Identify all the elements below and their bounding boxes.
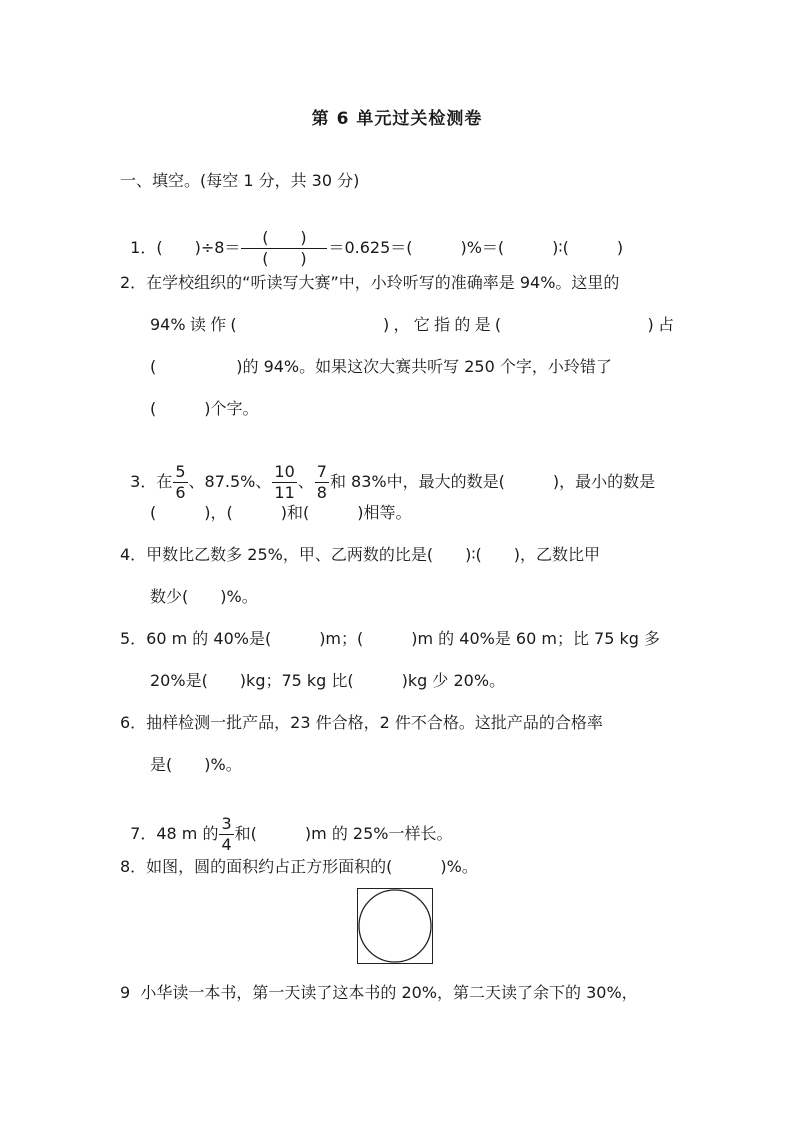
inscribed-circle [359, 890, 431, 962]
inscribed-circle-svg [358, 889, 432, 963]
q1-end: ＝0.625＝( )%＝( )∶( ) [328, 238, 624, 257]
q1-fraction-denominator: ( ) [262, 249, 307, 268]
question-2-line-2: 94%读作( )，它指的是( )占 [150, 315, 674, 334]
fraction-denominator: 8 [316, 483, 327, 502]
section-heading: 一、填空。(每空 1 分，共 30 分) [120, 171, 360, 190]
q3-suffix: 和 83%中，最大的数是( )，最小的数是 [329, 472, 656, 491]
q1-start: 1．( )÷8＝ [130, 238, 241, 257]
page-title: 第 6 单元过关检测卷 [311, 109, 483, 129]
q1-fraction-numerator: ( ) [262, 228, 307, 247]
fraction-denominator: 4 [221, 835, 232, 854]
question-4-line-2: 数少( )%。 [150, 587, 258, 606]
q7-suffix: 和( )m 的 25%一样长。 [234, 824, 453, 843]
fraction-denominator: 6 [175, 483, 186, 502]
question-3-line-2: ( )，( )和( )相等。 [150, 503, 412, 522]
q7-fraction [219, 814, 233, 855]
q3-fraction-2 [272, 462, 296, 503]
question-6-line-2: 是( )%。 [150, 755, 242, 774]
q3-sep-2: 、 [297, 472, 314, 491]
question-3-line-1 [120, 440, 655, 503]
q3-sep-1: 、87.5%、 [188, 472, 272, 491]
square-with-inscribed-circle-figure [357, 888, 433, 964]
question-8-line-1: 8．如图，圆的面积约占正方形面积的( )%。 [120, 857, 478, 876]
question-2-line-4: ( )个字。 [150, 399, 259, 418]
question-9-line-1: 9 小华读一本书，第一天读了这本书的 20%，第二天读了余下的 30%， [120, 983, 638, 1002]
question-2-line-3: ( )的 94%。如果这次大赛共听写 250 个字，小玲错了 [150, 357, 612, 376]
q1-fraction [241, 228, 327, 269]
fraction-numerator: 7 [316, 462, 327, 481]
q3-prefix: 3．在 [130, 472, 173, 491]
fraction-denominator: 11 [274, 483, 295, 502]
question-4-line-1: 4．甲数比乙数多 25%，甲、乙两数的比是( )∶( )，乙数比甲 [120, 545, 600, 564]
question-2-line-1: 2．在学校组织的“听读写大赛”中，小玲听写的准确率是 94%。这里的 [120, 273, 620, 292]
q3-fraction-1 [173, 462, 187, 503]
question-5-line-1: 5．60 m 的 40%是( )m；( )m 的 40%是 60 m；比 75 kg 多 [120, 629, 660, 648]
fraction-numerator: 10 [274, 462, 295, 481]
q7-prefix: 7．48 m 的 [130, 824, 219, 843]
question-1 [120, 206, 623, 269]
fraction-numerator: 3 [221, 814, 232, 833]
fraction-numerator: 5 [175, 462, 186, 481]
question-6-line-1: 6．抽样检测一批产品，23 件合格，2 件不合格。这批产品的合格率 [120, 713, 603, 732]
q3-fraction-3 [315, 462, 329, 503]
question-7 [120, 792, 452, 855]
question-5-line-2: 20%是( )kg；75 kg 比( )kg 少 20%。 [150, 671, 506, 690]
